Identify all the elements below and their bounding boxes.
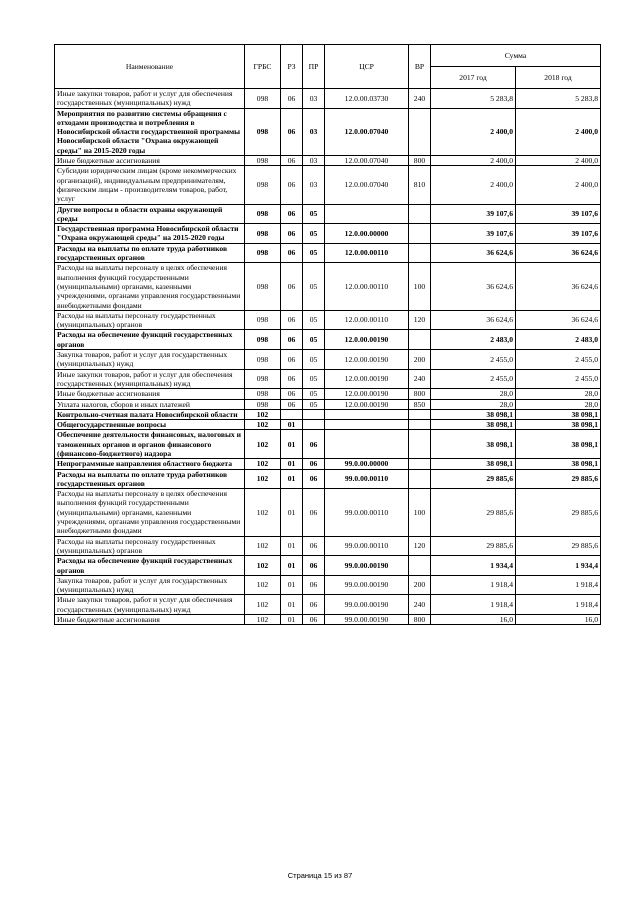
row-csr: 12.0.00.00110 xyxy=(325,243,409,263)
row-sum-2018: 29 885,6 xyxy=(516,536,601,556)
table-row xyxy=(55,243,601,263)
row-rz: 01 xyxy=(281,489,303,536)
table-row xyxy=(55,166,601,204)
header-year-2017: 2017 год xyxy=(431,67,516,89)
table-row xyxy=(55,489,601,536)
table-row xyxy=(55,389,601,399)
row-csr xyxy=(325,409,409,419)
row-grbs: 098 xyxy=(245,166,281,204)
row-csr: 12.0.00.00000 xyxy=(325,224,409,244)
row-grbs: 098 xyxy=(245,369,281,389)
row-name: Непрограммные направления областного бюджета xyxy=(55,459,245,469)
row-grbs: 098 xyxy=(245,156,281,166)
table-row xyxy=(55,459,601,469)
row-name: Расходы на выплаты персоналу государственных (муниципальных) органов xyxy=(55,536,245,556)
table-row xyxy=(55,536,601,556)
row-grbs: 098 xyxy=(245,89,281,109)
row-csr xyxy=(325,204,409,224)
row-rz: 06 xyxy=(281,350,303,370)
row-rz: 06 xyxy=(281,389,303,399)
row-csr: 99.0.00.00190 xyxy=(325,575,409,595)
row-name: Иные закупки товаров, работ и услуг для обеспечения государственных (муниципальных) нужд xyxy=(55,89,245,109)
row-sum-2017: 28,0 xyxy=(431,399,516,409)
row-sum-2017: 1 918,4 xyxy=(431,575,516,595)
row-rz: 06 xyxy=(281,369,303,389)
table-header-row xyxy=(55,45,601,67)
page-number: Страница 15 из 87 xyxy=(287,871,353,880)
row-sum-2018: 16,0 xyxy=(516,615,601,625)
row-pr: 05 xyxy=(303,310,325,330)
table-row xyxy=(55,224,601,244)
row-pr: 06 xyxy=(303,459,325,469)
row-csr: 12.0.00.07040 xyxy=(325,156,409,166)
table-row xyxy=(55,615,601,625)
row-csr: 12.0.00.00110 xyxy=(325,263,409,310)
row-csr: 12.0.00.07040 xyxy=(325,166,409,204)
row-rz: 06 xyxy=(281,89,303,109)
row-vr: 800 xyxy=(409,156,431,166)
row-grbs: 102 xyxy=(245,420,281,430)
row-name: Расходы на выплаты персоналу государственных (муниципальных) органов xyxy=(55,310,245,330)
row-name: Закупка товаров, работ и услуг для государственных (муниципальных) нужд xyxy=(55,575,245,595)
row-vr: 120 xyxy=(409,536,431,556)
row-sum-2017: 2 455,0 xyxy=(431,369,516,389)
row-csr: 99.0.00.00190 xyxy=(325,556,409,576)
table-row xyxy=(55,89,601,109)
row-vr: 800 xyxy=(409,615,431,625)
row-rz: 06 xyxy=(281,399,303,409)
table-row xyxy=(55,108,601,155)
row-pr: 05 xyxy=(303,399,325,409)
row-sum-2017: 2 455,0 xyxy=(431,350,516,370)
row-grbs: 098 xyxy=(245,263,281,310)
row-pr: 03 xyxy=(303,156,325,166)
row-grbs: 102 xyxy=(245,489,281,536)
row-sum-2018: 2 483,0 xyxy=(516,330,601,350)
row-vr xyxy=(409,556,431,576)
row-name: Расходы на выплаты персоналу в целях обеспечения выполнения функций государственными (муниципальными) органами, казенными учреждениями, органами управления государственными внебюджетными фондами xyxy=(55,489,245,536)
table-row xyxy=(55,430,601,459)
row-name: Государственная программа Новосибирской области "Охрана окружающей среды" на 2015-2020 годы xyxy=(55,224,245,244)
row-vr xyxy=(409,469,431,489)
row-sum-2018: 2 455,0 xyxy=(516,369,601,389)
row-name: Закупка товаров, работ и услуг для государственных (муниципальных) нужд xyxy=(55,350,245,370)
row-rz: 01 xyxy=(281,420,303,430)
table-row xyxy=(55,350,601,370)
row-csr: 12.0.00.00190 xyxy=(325,399,409,409)
row-grbs: 102 xyxy=(245,556,281,576)
row-name: Иные бюджетные ассигнования xyxy=(55,156,245,166)
row-name: Другие вопросы в области охраны окружающей среды xyxy=(55,204,245,224)
row-csr xyxy=(325,420,409,430)
table-row xyxy=(55,204,601,224)
row-grbs: 102 xyxy=(245,536,281,556)
row-rz: 01 xyxy=(281,459,303,469)
row-grbs: 098 xyxy=(245,310,281,330)
row-pr xyxy=(303,409,325,419)
row-csr: 12.0.00.00190 xyxy=(325,369,409,389)
row-sum-2017: 38 098,1 xyxy=(431,409,516,419)
row-pr xyxy=(303,420,325,430)
row-vr xyxy=(409,330,431,350)
row-sum-2018: 36 624,6 xyxy=(516,243,601,263)
row-pr: 06 xyxy=(303,615,325,625)
row-name: Иные бюджетные ассигнования xyxy=(55,389,245,399)
row-sum-2018: 29 885,6 xyxy=(516,489,601,536)
row-grbs: 102 xyxy=(245,409,281,419)
row-pr: 06 xyxy=(303,469,325,489)
row-pr: 03 xyxy=(303,108,325,155)
row-sum-2017: 1 934,4 xyxy=(431,556,516,576)
row-sum-2017: 5 283,8 xyxy=(431,89,516,109)
header-sum: Сумма xyxy=(431,45,601,67)
row-name: Иные закупки товаров, работ и услуг для обеспечения государственных (муниципальных) нужд xyxy=(55,369,245,389)
row-rz xyxy=(281,409,303,419)
row-sum-2018: 39 107,6 xyxy=(516,204,601,224)
table-row xyxy=(55,469,601,489)
row-sum-2018: 2 400,0 xyxy=(516,166,601,204)
row-pr: 05 xyxy=(303,350,325,370)
table-row xyxy=(55,420,601,430)
row-csr: 99.0.00.00190 xyxy=(325,615,409,625)
header-vr: ВР xyxy=(409,45,431,89)
row-rz: 06 xyxy=(281,108,303,155)
row-vr xyxy=(409,409,431,419)
row-sum-2018: 28,0 xyxy=(516,399,601,409)
row-pr: 06 xyxy=(303,575,325,595)
row-vr: 240 xyxy=(409,595,431,615)
row-rz: 01 xyxy=(281,556,303,576)
row-grbs: 102 xyxy=(245,459,281,469)
row-sum-2017: 29 885,6 xyxy=(431,469,516,489)
header-year-2018: 2018 год xyxy=(516,67,601,89)
row-sum-2017: 36 624,6 xyxy=(431,310,516,330)
row-sum-2017: 29 885,6 xyxy=(431,489,516,536)
row-csr: 12.0.00.00190 xyxy=(325,350,409,370)
row-vr: 240 xyxy=(409,369,431,389)
row-sum-2017: 29 885,6 xyxy=(431,536,516,556)
row-pr: 05 xyxy=(303,330,325,350)
table-row xyxy=(55,263,601,310)
table-row xyxy=(55,369,601,389)
row-sum-2018: 5 283,8 xyxy=(516,89,601,109)
row-rz: 01 xyxy=(281,595,303,615)
row-sum-2018: 1 934,4 xyxy=(516,556,601,576)
row-pr: 06 xyxy=(303,536,325,556)
row-pr: 03 xyxy=(303,166,325,204)
row-name: Расходы на выплаты по оплате труда работников государственных органов xyxy=(55,243,245,263)
row-csr: 12.0.00.00110 xyxy=(325,310,409,330)
row-sum-2017: 39 107,6 xyxy=(431,204,516,224)
row-vr xyxy=(409,430,431,459)
row-sum-2017: 28,0 xyxy=(431,389,516,399)
row-rz: 06 xyxy=(281,243,303,263)
row-rz: 01 xyxy=(281,430,303,459)
row-pr: 05 xyxy=(303,224,325,244)
budget-table xyxy=(54,44,601,625)
row-sum-2018: 28,0 xyxy=(516,389,601,399)
row-rz: 06 xyxy=(281,156,303,166)
table-row xyxy=(55,409,601,419)
row-csr: 12.0.00.00190 xyxy=(325,330,409,350)
row-pr: 05 xyxy=(303,204,325,224)
row-pr: 06 xyxy=(303,556,325,576)
row-name: Уплата налогов, сборов и иных платежей xyxy=(55,399,245,409)
row-vr xyxy=(409,224,431,244)
header-csr: ЦСР xyxy=(325,45,409,89)
row-pr: 05 xyxy=(303,263,325,310)
row-name: Расходы на выплаты персоналу в целях обеспечения выполнения функций государственными (муниципальными) органами, казенными учреждениями, органами управления государственными внебюджетными фондами xyxy=(55,263,245,310)
row-name: Расходы на обеспечение функций государственных органов xyxy=(55,556,245,576)
row-csr: 99.0.00.00110 xyxy=(325,469,409,489)
row-rz: 01 xyxy=(281,615,303,625)
row-vr: 850 xyxy=(409,399,431,409)
row-sum-2018: 1 918,4 xyxy=(516,575,601,595)
row-sum-2017: 38 098,1 xyxy=(431,420,516,430)
row-vr: 810 xyxy=(409,166,431,204)
row-sum-2018: 38 098,1 xyxy=(516,409,601,419)
row-name: Иные бюджетные ассигнования xyxy=(55,615,245,625)
row-sum-2018: 36 624,6 xyxy=(516,263,601,310)
table-row xyxy=(55,330,601,350)
row-sum-2017: 2 483,0 xyxy=(431,330,516,350)
row-sum-2017: 2 400,0 xyxy=(431,166,516,204)
row-grbs: 098 xyxy=(245,399,281,409)
row-name: Иные закупки товаров, работ и услуг для обеспечения государственных (муниципальных) нужд xyxy=(55,595,245,615)
row-grbs: 098 xyxy=(245,330,281,350)
row-grbs: 098 xyxy=(245,243,281,263)
row-sum-2018: 1 918,4 xyxy=(516,595,601,615)
table-row xyxy=(55,575,601,595)
row-pr: 05 xyxy=(303,243,325,263)
row-csr: 99.0.00.00190 xyxy=(325,595,409,615)
row-sum-2018: 39 107,6 xyxy=(516,224,601,244)
row-name: Мероприятия по развитию системы обращения с отходами производства и потребления в Новосибирской области государственной программы Новосибирской области "Охрана окружающей среды" на 2015-2020 годы xyxy=(55,108,245,155)
row-vr xyxy=(409,108,431,155)
row-csr: 12.0.00.03730 xyxy=(325,89,409,109)
row-vr xyxy=(409,204,431,224)
row-name: Расходы на обеспечение функций государственных органов xyxy=(55,330,245,350)
row-sum-2017: 2 400,0 xyxy=(431,108,516,155)
row-rz: 01 xyxy=(281,536,303,556)
table-body xyxy=(55,89,601,625)
table-row xyxy=(55,595,601,615)
table-row xyxy=(55,399,601,409)
row-vr: 100 xyxy=(409,489,431,536)
table-row xyxy=(55,310,601,330)
row-sum-2018: 36 624,6 xyxy=(516,310,601,330)
row-rz: 06 xyxy=(281,204,303,224)
row-rz: 01 xyxy=(281,469,303,489)
row-grbs: 098 xyxy=(245,350,281,370)
row-grbs: 098 xyxy=(245,108,281,155)
header-rz: РЗ xyxy=(281,45,303,89)
row-rz: 06 xyxy=(281,224,303,244)
row-name: Контрольно-счетная палата Новосибирской области xyxy=(55,409,245,419)
row-sum-2018: 2 400,0 xyxy=(516,108,601,155)
row-rz: 01 xyxy=(281,575,303,595)
row-vr: 120 xyxy=(409,310,431,330)
row-sum-2017: 36 624,6 xyxy=(431,263,516,310)
row-csr: 12.0.00.00190 xyxy=(325,389,409,399)
row-grbs: 102 xyxy=(245,575,281,595)
row-sum-2017: 2 400,0 xyxy=(431,156,516,166)
row-pr: 06 xyxy=(303,489,325,536)
row-rz: 06 xyxy=(281,310,303,330)
row-csr: 12.0.00.07040 xyxy=(325,108,409,155)
row-rz: 06 xyxy=(281,166,303,204)
row-vr: 200 xyxy=(409,350,431,370)
row-grbs: 098 xyxy=(245,204,281,224)
row-vr xyxy=(409,420,431,430)
row-vr: 200 xyxy=(409,575,431,595)
row-sum-2017: 39 107,6 xyxy=(431,224,516,244)
row-pr: 05 xyxy=(303,369,325,389)
header-grbs: ГРБС xyxy=(245,45,281,89)
header-name: Наименование xyxy=(55,45,245,89)
row-grbs: 098 xyxy=(245,224,281,244)
row-csr xyxy=(325,430,409,459)
row-sum-2018: 29 885,6 xyxy=(516,469,601,489)
row-pr: 05 xyxy=(303,389,325,399)
row-grbs: 098 xyxy=(245,389,281,399)
row-sum-2017: 38 098,1 xyxy=(431,459,516,469)
row-csr: 99.0.00.00110 xyxy=(325,536,409,556)
row-sum-2017: 16,0 xyxy=(431,615,516,625)
row-sum-2018: 38 098,1 xyxy=(516,430,601,459)
header-pr: ПР xyxy=(303,45,325,89)
row-name: Расходы на выплаты по оплате труда работников государственных органов xyxy=(55,469,245,489)
row-grbs: 102 xyxy=(245,615,281,625)
row-vr xyxy=(409,459,431,469)
row-grbs: 102 xyxy=(245,595,281,615)
row-grbs: 102 xyxy=(245,469,281,489)
row-vr: 800 xyxy=(409,389,431,399)
row-sum-2018: 2 455,0 xyxy=(516,350,601,370)
row-sum-2017: 38 098,1 xyxy=(431,430,516,459)
row-name: Общегосударственные вопросы xyxy=(55,420,245,430)
row-rz: 06 xyxy=(281,330,303,350)
row-vr: 100 xyxy=(409,263,431,310)
row-pr: 06 xyxy=(303,595,325,615)
row-sum-2018: 38 098,1 xyxy=(516,420,601,430)
row-csr: 99.0.00.00110 xyxy=(325,489,409,536)
table-row xyxy=(55,156,601,166)
row-sum-2018: 38 098,1 xyxy=(516,459,601,469)
row-rz: 06 xyxy=(281,263,303,310)
row-csr: 99.0.00.00000 xyxy=(325,459,409,469)
row-sum-2018: 2 400,0 xyxy=(516,156,601,166)
row-name: Субсидии юридическим лицам (кроме некоммерческих организаций), индивидуальным предпринимателям, физическим лицам - производителям товаров, работ, услуг xyxy=(55,166,245,204)
row-sum-2017: 36 624,6 xyxy=(431,243,516,263)
row-pr: 06 xyxy=(303,430,325,459)
row-name: Обеспечение деятельности финансовых, налоговых и таможенных органов и органов финансового (финансово-бюджетного) надзора xyxy=(55,430,245,459)
row-grbs: 102 xyxy=(245,430,281,459)
table-row xyxy=(55,556,601,576)
row-sum-2017: 1 918,4 xyxy=(431,595,516,615)
row-vr xyxy=(409,243,431,263)
row-pr: 03 xyxy=(303,89,325,109)
row-vr: 240 xyxy=(409,89,431,109)
